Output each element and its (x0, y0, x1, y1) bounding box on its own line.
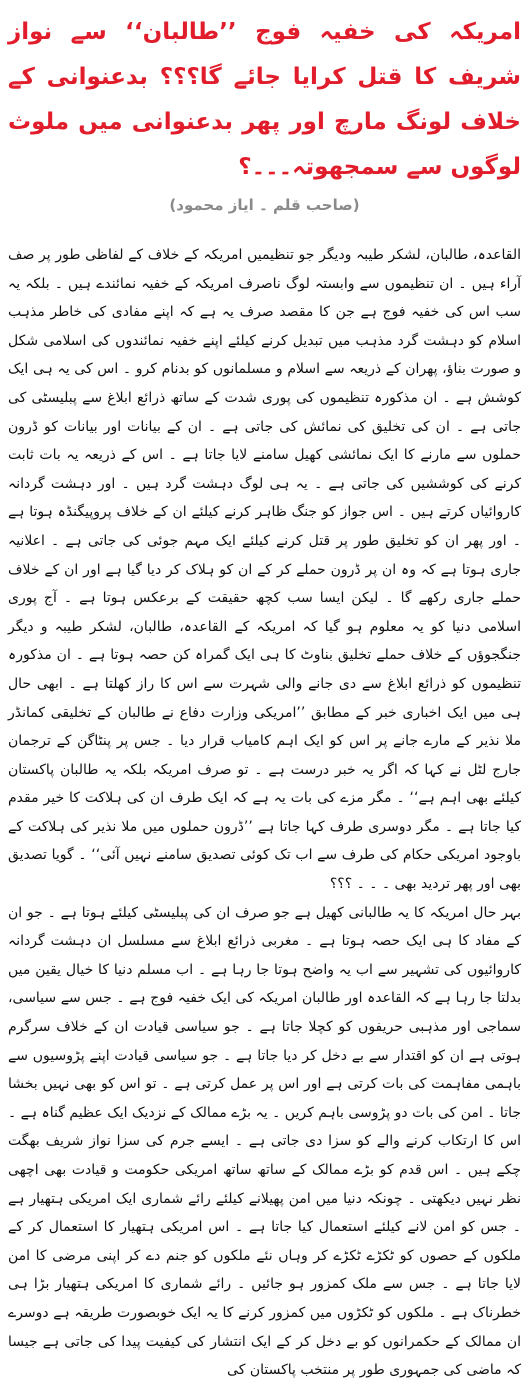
article-paragraph-2: بہر حال امریکہ کا یہ طالبانی کھیل ہے جو صرف ان کی پبلیسٹی کیلئے ہوتا ہے ۔ جو ان کے مفاد کا ہی ایک حصہ ہوتا ہے ۔ مغربی ذرائع ابلاغ سے مسلسل ان دہشت گردانہ کاروائیوں کی تشہیر سے اب یہ واضح ہوتا جا رہا ہے ۔ اب مسلم دنیا کا خیال یقین میں بدلتا جا رہا ہے کہ القاعدہ اور طالبان امریکہ کی ایک خفیہ فوج ہے ۔ جس سے سیاسی، سماجی اور مذہبی حریفوں کو کچلا جاتا ہے ۔ جو سیاسی قیادت ان کے خلاف سرگرم ہوتی ہے ان کو اقتدار سے بے دخل کر دیا جاتا ہے ۔ جو سیاسی قیادت اپنے پڑوسیوں سے باہمی مفاہمت کی بات کرتی ہے اور اس پر عمل کرتی ہے ۔ تو اس کو بھی نہیں بخشا جاتا ۔ امن کی بات دو پڑوسی باہم کریں ۔ یہ بڑے ممالک کے نزدیک ایک عظیم گناہ ہے ۔ اس کا ارتکاب کرنے والے کو سزا دی جاتی ہے ۔ ایسے جرم کی سزا نواز شریف بھگت چکے ہیں ۔ اس قدم کو بڑے ممالک کے ساتھ ساتھ امریکی حکومت و قیادت بھی اچھی نظر نہیں دیکھتی ۔ چونکہ دنیا میں امن پھیلانے کیلئے رائے شماری ایک امریکی ہتھیار ہے ۔ جس کو امن لانے کیلئے استعمال کیا جاتا ہے ۔ اس امریکی ہتھیار کا استعمال کر کے ملکوں کے حصوں کو ٹکڑے ٹکڑے کر وہاں نئے ملکوں کو جنم دے کر اپنی مرضی کا امن لایا جاتا ہے ۔ جس سے ملک کمزور ہو جائیں ۔ رائے شماری کا امریکی ہتھیار بڑا ہی خطرناک ہے ۔ ملکوں کو ٹکڑوں میں کمزور کرنے کا یہ ایک خوبصورت طریقہ ہے دوسرے ان ممالک کے حکمرانوں کو بے دخل کر کے ایک انتشار کی کیفیت پیدا کی جاتی ہے جیسا کہ ماضی کی جمہوری طور پر منتخب پاکستان کی (8, 904, 521, 1379)
divider (8, 226, 521, 227)
article-body (8, 241, 521, 1385)
article-headline: امریکہ کی خفیہ فوج ’’طالبان‘‘ سے نواز شریف کا قتل کرایا جائے گا؟؟؟ بدعنوانی کے خلاف لونگ مارچ اور پھر بدعنوانی میں ملوث لوگوں سے سمجھوتہ۔۔۔؟ (8, 19, 521, 180)
article-byline: (صاحب قلم ۔ ایاز محمود) (169, 196, 360, 214)
article-paragraph-1: القاعدہ، طالبان، لشکر طیبہ ودیگر جو تنظیمیں امریکہ کے خلاف کے لفاظی طور پر صف آراء ہیں ۔ ان تنظیموں سے وابستہ لوگ ناصرف امریکہ کے خفیہ نمائندے ہیں ۔ بلکہ یہ سب اس کی خفیہ فوج ہے جن کا مقصد صرف یہ ہے کہ اپنے مفادی کی خاطر مذہب اسلام کو دہشت گرد مذہب میں تبدیل کرنے کیلئے اپنے خفیہ نمائندوں کی اسلامی شکل و صورت بناؤ، پھران کے ذریعہ سے اسلام و مسلمانوں کو بدنام کرو ۔ اس کی یہ ہی ایک کوشش ہے ۔ ان مذکورہ تنظیموں کی پوری شدت کے ساتھ ذرائع ابلاغ سے پبلیسٹی کی جاتی ہے ۔ ان کی تخلیق کی نمائش کی جاتی ہے ۔ ان کے بیانات اور بیانات کو ڈرون حملوں سے مارنے کا ایک نمائشی کھیل سامنے لایا جاتا ہے ۔ اس کے ذریعہ یہ بات ثابت کرنے کی کوششیں کی جاتی ہے ۔ یہ ہی لوگ دہشت گرد ہیں ۔ اور دہشت گردانہ کاروائیاں کرتے ہیں ۔ اس جواز کو جنگ ظاہر کرنے کیلئے ان کے خلاف پروپیگنڈہ ہوتا ہے ۔ اور پھر ان کو تخلیق طور پر قتل کرنے کیلئے ایک مہم جوئی کی جاتی ہے ۔ اعلانیہ جاری ہوتا ہے کہ وہ ان پر ڈرون حملے کر کے ان کو ہلاک کر دیا گیا ہے اور ان کے خلاف حملے جاری رکھے گا ۔ لیکن ایسا سب کچھ حقیقت کے برعکس ہوتا ہے ۔ آج پوری اسلامی دنیا کو یہ معلوم ہو گیا کہ امریکہ کے القاعدہ، طالبان، لشکر طیبہ و دیگر جنگجوؤں کے خلاف حملے تخلیق بناوٹ کا ہی ایک گمراہ کن حصہ ہوتا ہے ۔ ان مذکورہ تنظیموں کو ذرائع ابلاغ سے دی جانے والی شہرت سے اس کا راز کھلتا ہے ۔ ابھی حال ہی میں ایک اخباری خبر کے مطابق ’’امریکی وزارت دفاع نے طالبان کے تخلیقی کمانڈر ملا نذیر کے مارے جانے پر اس کو ایک اہم کامیاب قرار دیا ۔ جس پر پنٹاگن کے ترجمان جارج لٹل نے کہا کہ اگر یہ خبر درست ہے ۔ تو صرف امریکہ بلکہ یہ طالبان پاکستان کیلئے بھی اہم ہے‘‘ ۔ مگر مزے کی بات یہ ہے کہ ایک طرف ان کی ہلاکت کا خیر مقدم کیا جاتا ہے ۔ مگر دوسری طرف کہا جاتا ہے ’’ڈرون حملوں میں ملا نذیر کی ہلاکت کے باوجود امریکی حکام کی طرف سے اب تک کوئی تصدیق سامنے نہیں آئی‘‘ ۔ گویا تصدیق بھی اور پھر تردید بھی ۔ ۔ ۔ ؟؟؟ (8, 247, 521, 893)
